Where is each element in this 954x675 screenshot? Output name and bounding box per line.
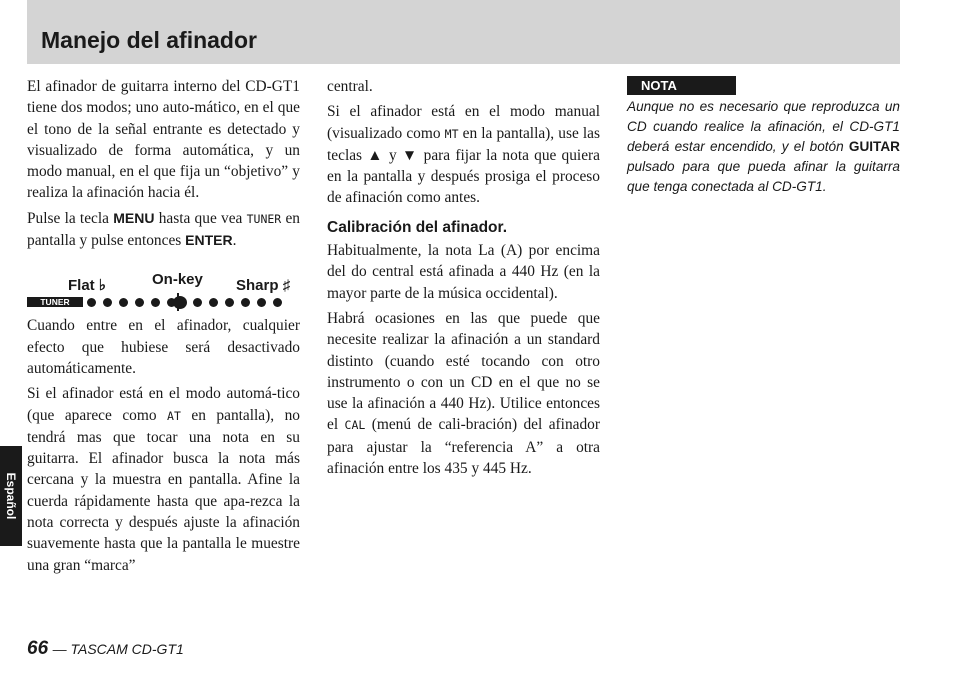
lcd-text: CAL [344,418,366,433]
meter-dot [87,298,96,307]
lcd-text: AT [167,408,181,423]
onkey-label: On-key [152,271,203,289]
page-number: 66 [27,638,49,659]
paragraph [27,208,300,252]
meter-dot [151,298,160,307]
language-tab [0,446,22,546]
paragraph [27,383,300,576]
text: Si el afinador está en el modo manual (visualizado como [327,103,600,142]
paragraph: Cuando entre en el afinador, cualquier efecto que hubiese será desactivado automáticamente. [27,317,300,377]
text: pulsado para que pueda afinar la guitarra que tenga conectada al CD-GT1. [627,159,900,194]
footer [27,638,184,660]
meter-dot [209,298,218,307]
text: en pantalla), no tendrá mas que tocar una nota en su guitarra. El afinador busca la nota más cercana y la muestra en pantalla. Afine la cuerda rápidamente hasta que apa-rezca la nota correcta y después ajuste la afinación suavemente hasta que la pantalla le muestre una gran “marca” [27,406,300,574]
tuning-meter [87,296,297,308]
meter-dot [135,298,144,307]
meter-dot [193,298,202,307]
paragraph: El afinador de guitarra interno del CD-GT1 tiene dos modos; uno auto-mático, en el que el tono de la señal entrante es detectado y visualizado de forma automática, y un modo manual, en el que fija un “objetivo” y realiza la afinación hacia él. [27,78,300,202]
column-right [627,76,900,197]
meter-dot [273,298,282,307]
text: . [232,232,237,250]
menu-key-label: MENU [113,209,155,226]
meter-dot [103,298,112,307]
lcd-text: MT [444,126,459,141]
column-middle [327,76,600,483]
text: en pantalla y pulse entonces [27,209,300,250]
tuner-badge: TUNER [27,297,83,307]
sharp-label: Sharp ♯ [236,277,291,295]
paragraph [327,308,600,479]
lcd-text: TUNER [246,211,282,226]
meter-dot [257,298,266,307]
text: Si el afinador está en el modo automá-tico (que aparece como [27,385,300,424]
page-title: Manejo del afinador [41,27,257,53]
text: Pulse la tecla [27,209,114,227]
flat-icon: ♭ [98,277,106,295]
paragraph: central. [327,78,373,95]
meter-dot [119,298,128,307]
text: en la pantalla), use las teclas ▲ y ▼ para fijar la nota que quiera en la pantalla y después prosiga el proceso de afinación como antes. [327,124,600,207]
note-text [627,97,900,197]
sharp-icon: ♯ [282,277,291,295]
paragraph [327,101,600,208]
text: Habrá ocasiones en las que puede que necesite realizar la afinación a un standard distinto (cuando esté tocando con otro instrumento o con un CD en el que no se use la afinación a 440 Hz). Utilice entonces el [327,309,600,434]
note-label: NOTA [627,76,736,95]
tuner-display-figure [27,255,300,309]
text: Aunque no es necesario que reproduzca un CD cuando realice la afinación, el CD-GT1 deberá estar encendido, y el botón [627,99,900,154]
footer-text: — TASCAM CD-GT1 [52,641,184,657]
meter-dot [225,298,234,307]
text: (menú de cali-bración) del afinador para ajustar la “referencia A” a otra afinación entre los 435 y 445 Hz. [327,416,600,478]
section-heading: Calibración del afinador. [327,218,508,236]
enter-key-label: ENTER [185,232,233,249]
paragraph: Habitualmente, la nota La (A) por encima del do central está afinada a 440 Hz (en la mayor parte de la música occidental). [327,242,600,302]
column-left [27,76,300,580]
meter-dot [241,298,250,307]
flat-label: Flat ♭ [68,277,106,295]
meter-dot-center [173,296,187,309]
guitar-button-label: GUITAR [848,139,900,154]
language-tab-label: Español [4,472,18,520]
text: hasta que vea [154,209,247,227]
